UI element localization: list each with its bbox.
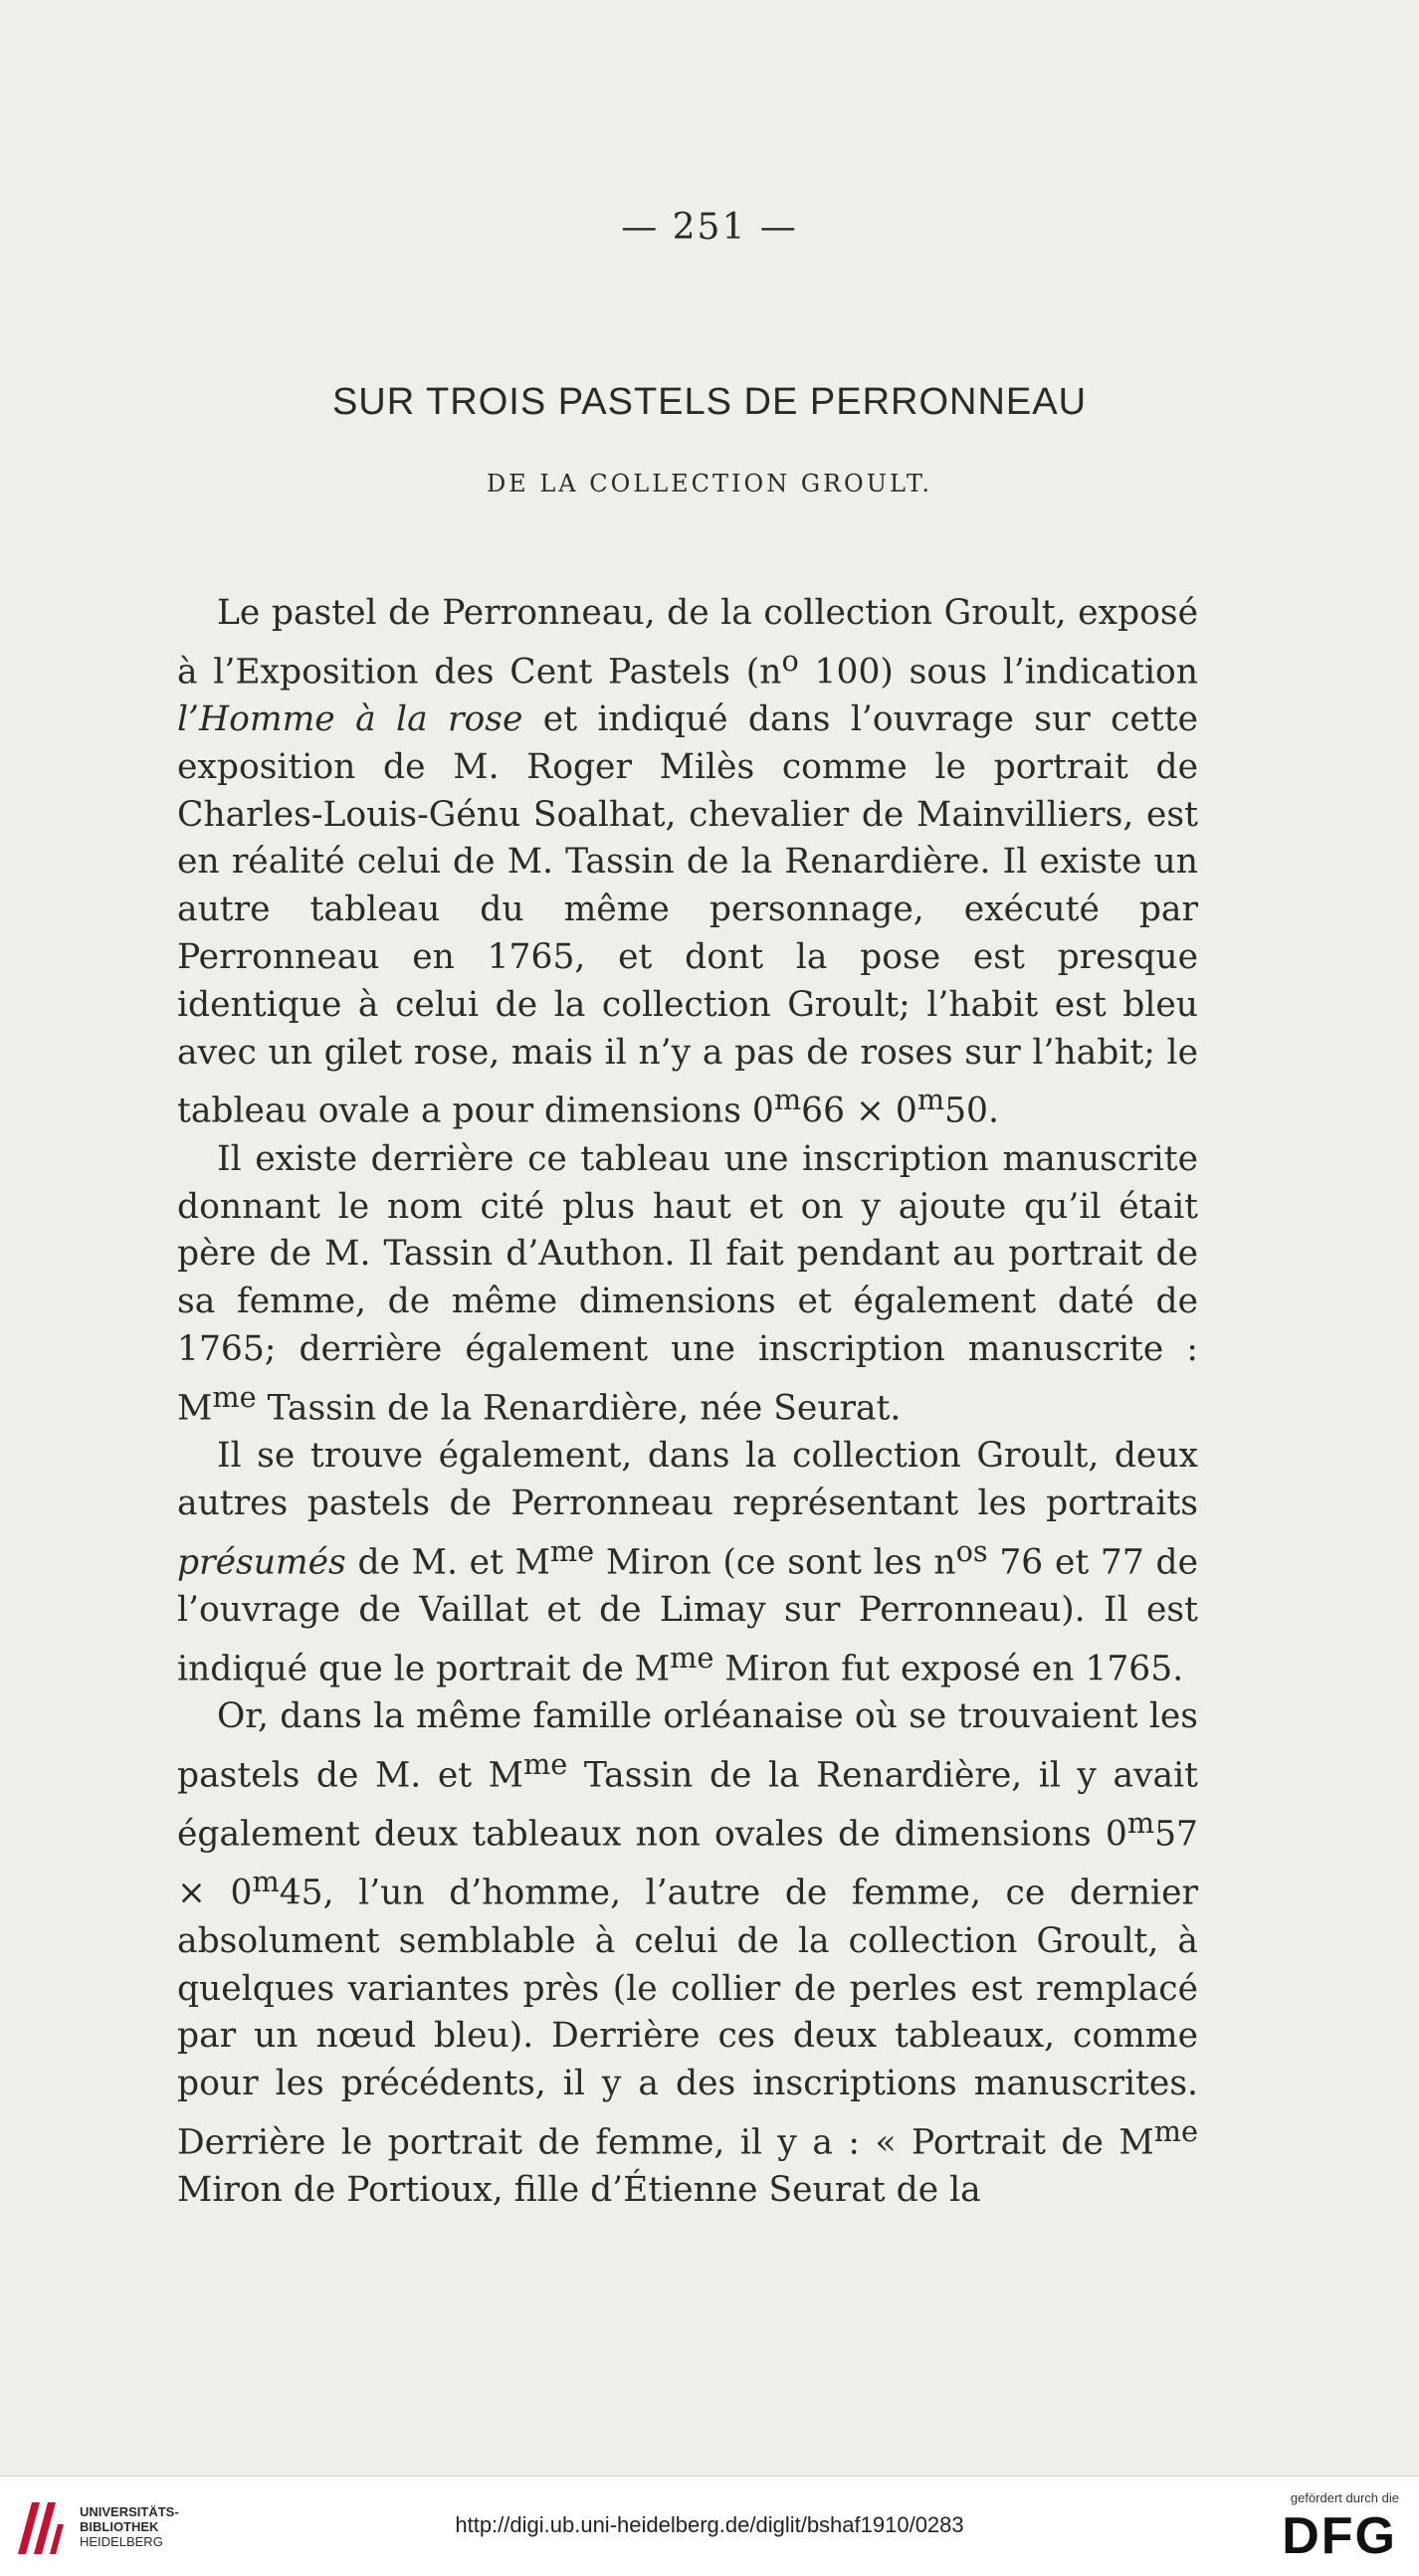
italic-title: l’Homme à la rose xyxy=(177,699,523,740)
article-title: SUR TROIS PASTELS DE PERRONNEAU xyxy=(331,381,1088,423)
paragraph-4: Or, dans la même famille orléanaise où se trouvaient les pastels de M. et $M^{me}$ Tassin de la Renardière, il y avait également deux tableaux non ovales de dimensions $0^m57 \times 0^m45$, l’un d’homme, l’autre de femme, ce dernier absolument semblable à celui de la collection Groult, à quelques variantes près (le collier de perles est remplacé par un nœud bleu). Derrière ces deux tableaux, comme pour les précédents, il y a des inscriptions manuscrites. Derrière le portrait de femme, il y a : « Portrait de $M^{me}$ Miron de Portioux, fille d’Étienne Seurat de la xyxy=(177,1696,1198,2211)
italic-word: présumés xyxy=(177,1542,346,1583)
paragraph-3: Il se trouve également, dans la collection Groult, deux autres pastels de Perronneau représentant les portraits présumés de M. et $M^{me}$ Miron (ce sont les $n^{os}$ 76 et 77 de l’ouvrage de Vaillat et de Limay sur Perronneau). Il est indiqué que le portrait de $M^{me}$ Miron fut exposé en 1765. xyxy=(177,1436,1198,1689)
article-subtitle: DE LA COLLECTION GROULT. xyxy=(486,470,933,497)
paragraph-1: Le pastel de Perronneau, de la collection Groult, exposé à l’Exposition des Cent Pastels ($n^o$ 100) sous l’indication l’Homme à la rose et indiqué dans l’ouvrage sur cette exposition de M. Roger Milès comme le portrait de Charles-Louis-Génu Soalhat, chevalier de Mainvilliers, est en réalité celui de M. Tassin de la Renardière. Il existe un autre tableau du même personnage, exécuté par Perronneau en 1765, et dont la pose est presque identique à celui de la collection Groult; l’habit est bleu avec un gilet rose, mais il n’y a pas de roses sur l’habit; le tableau ovale a pour dimensions $0^m66 \times 0^m50$. xyxy=(177,593,1199,1131)
sponsor-label: gefördert durch die xyxy=(1290,2490,1399,2505)
paragraph-2: Il existe derrière ce tableau une inscription manuscrite donnant le nom cité plus haut et on y ajoute qu’il était père de M. Tassin d’Authon. Il fait pendant au portrait de sa femme, de même dimensions et également daté de 1765; derrière également une inscription manuscrite : $M^{me}$ Tassin de la Renardière, née Seurat. xyxy=(177,1138,1198,1429)
article-body xyxy=(177,590,1198,2215)
permalink-url[interactable]: http://digi.ub.uni-heidelberg.de/diglit/bshaf1910/0283 xyxy=(455,2512,964,2537)
viewer-footer xyxy=(0,2476,1419,2576)
page-number: — 251 — xyxy=(621,207,798,248)
library-name: UNIVERSITÄTS- BIBLIOTHEK HEIDELBERG xyxy=(80,2504,179,2549)
dfg-logo: DFG xyxy=(1282,2507,1397,2565)
